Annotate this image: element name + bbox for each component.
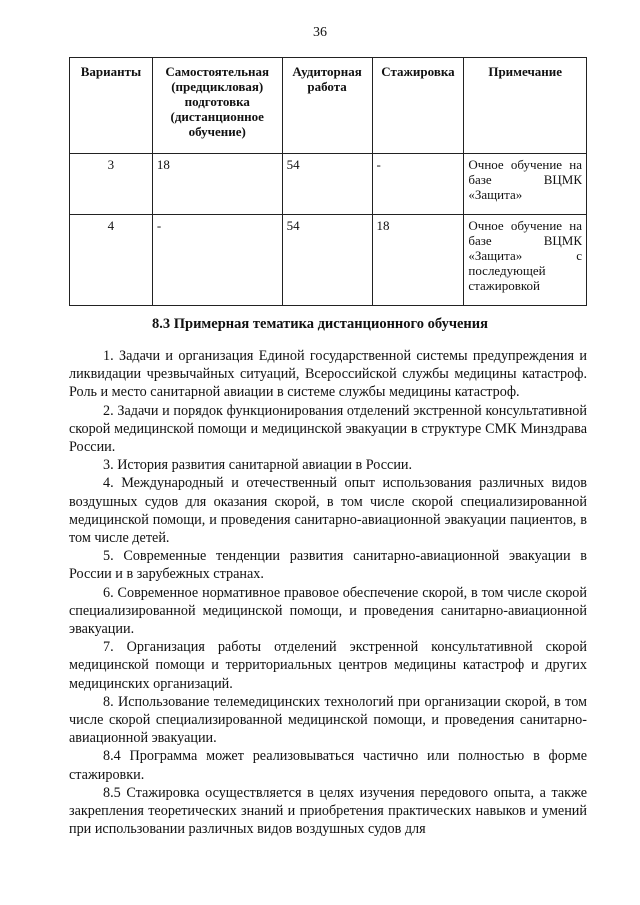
cell-self-study: - — [152, 215, 282, 306]
cell-note: Очное обучение на базе ВЦМК «Защита» с последующей стажировкой — [464, 215, 587, 306]
table-header-row — [70, 58, 587, 154]
header-self-study: Самостоятельная (предцикловая) подготовка (дистанционное обучение) — [152, 58, 282, 154]
variants-table — [69, 57, 587, 306]
paragraph: 4. Международный и отечественный опыт использования различных видов воздушных судов для оказания скорой, в том числе скорой специализированной медицинской помощи, и проведения санитарно-авиационной эвакуации пациентов, в том числе детей. — [69, 475, 587, 547]
header-classroom: Аудиторная работа — [282, 58, 372, 154]
paragraph: 7. Организация работы отделений экстренной консультативной скорой медицинской помощи и территориальных центров медицины катастроф и других медицинских организаций. — [69, 639, 587, 692]
header-note: Примечание — [464, 58, 587, 154]
cell-note: Очное обучение на базе ВЦМК «Защита» — [464, 154, 587, 215]
cell-classroom: 54 — [282, 154, 372, 215]
paragraph: 8.5 Стажировка осуществляется в целях изучения передового опыта, а также закрепления теоретических знаний и приобретения практических навыков и умений при использовании различных видов воздушных судов для — [69, 784, 587, 838]
cell-internship: 18 — [372, 215, 464, 306]
body-text — [69, 347, 587, 838]
cell-variant: 3 — [70, 154, 153, 215]
paragraph: 5. Современные тенденции развития санитарно-авиационной эвакуации в России и в зарубежных странах. — [69, 548, 587, 583]
cell-variant: 4 — [70, 215, 153, 306]
cell-classroom: 54 — [282, 215, 372, 306]
paragraph: 1. Задачи и организация Единой государственной системы предупреждения и ликвидации чрезвычайных ситуаций, Всероссийской службы медицины катастроф. Роль и место санитарной авиации в системе службы медицины катастроф. — [69, 348, 587, 401]
paragraph: 3. История развития санитарной авиации в России. — [103, 457, 413, 474]
table-row — [70, 154, 587, 215]
page-number: 36 — [313, 25, 327, 40]
paragraph: 2. Задачи и порядок функционирования отделений экстренной консультативной скорой медицинской помощи и медицинской эвакуации в структуре СМК Минздрава России. — [69, 402, 587, 456]
paragraph: 8.4 Программа может реализовываться частично или полностью в форме стажировки. — [69, 748, 587, 783]
table-row — [70, 215, 587, 306]
section-title: 8.3 Примерная тематика дистанционного обучения — [151, 316, 488, 332]
header-variants: Варианты — [70, 58, 153, 154]
cell-self-study: 18 — [152, 154, 282, 215]
paragraph: 6. Современное нормативное правовое обеспечение скорой, в том числе скорой специализированной медицинской помощи, и проведения санитарно-авиационной эвакуации. — [69, 584, 587, 638]
header-internship: Стажировка — [372, 58, 464, 154]
cell-internship: - — [372, 154, 464, 215]
paragraph: 8. Использование телемедицинских технологий при организации скорой, в том числе скорой специализированной медицинской помощи, и проведения санитарно-авиационной эвакуации. — [69, 693, 587, 747]
